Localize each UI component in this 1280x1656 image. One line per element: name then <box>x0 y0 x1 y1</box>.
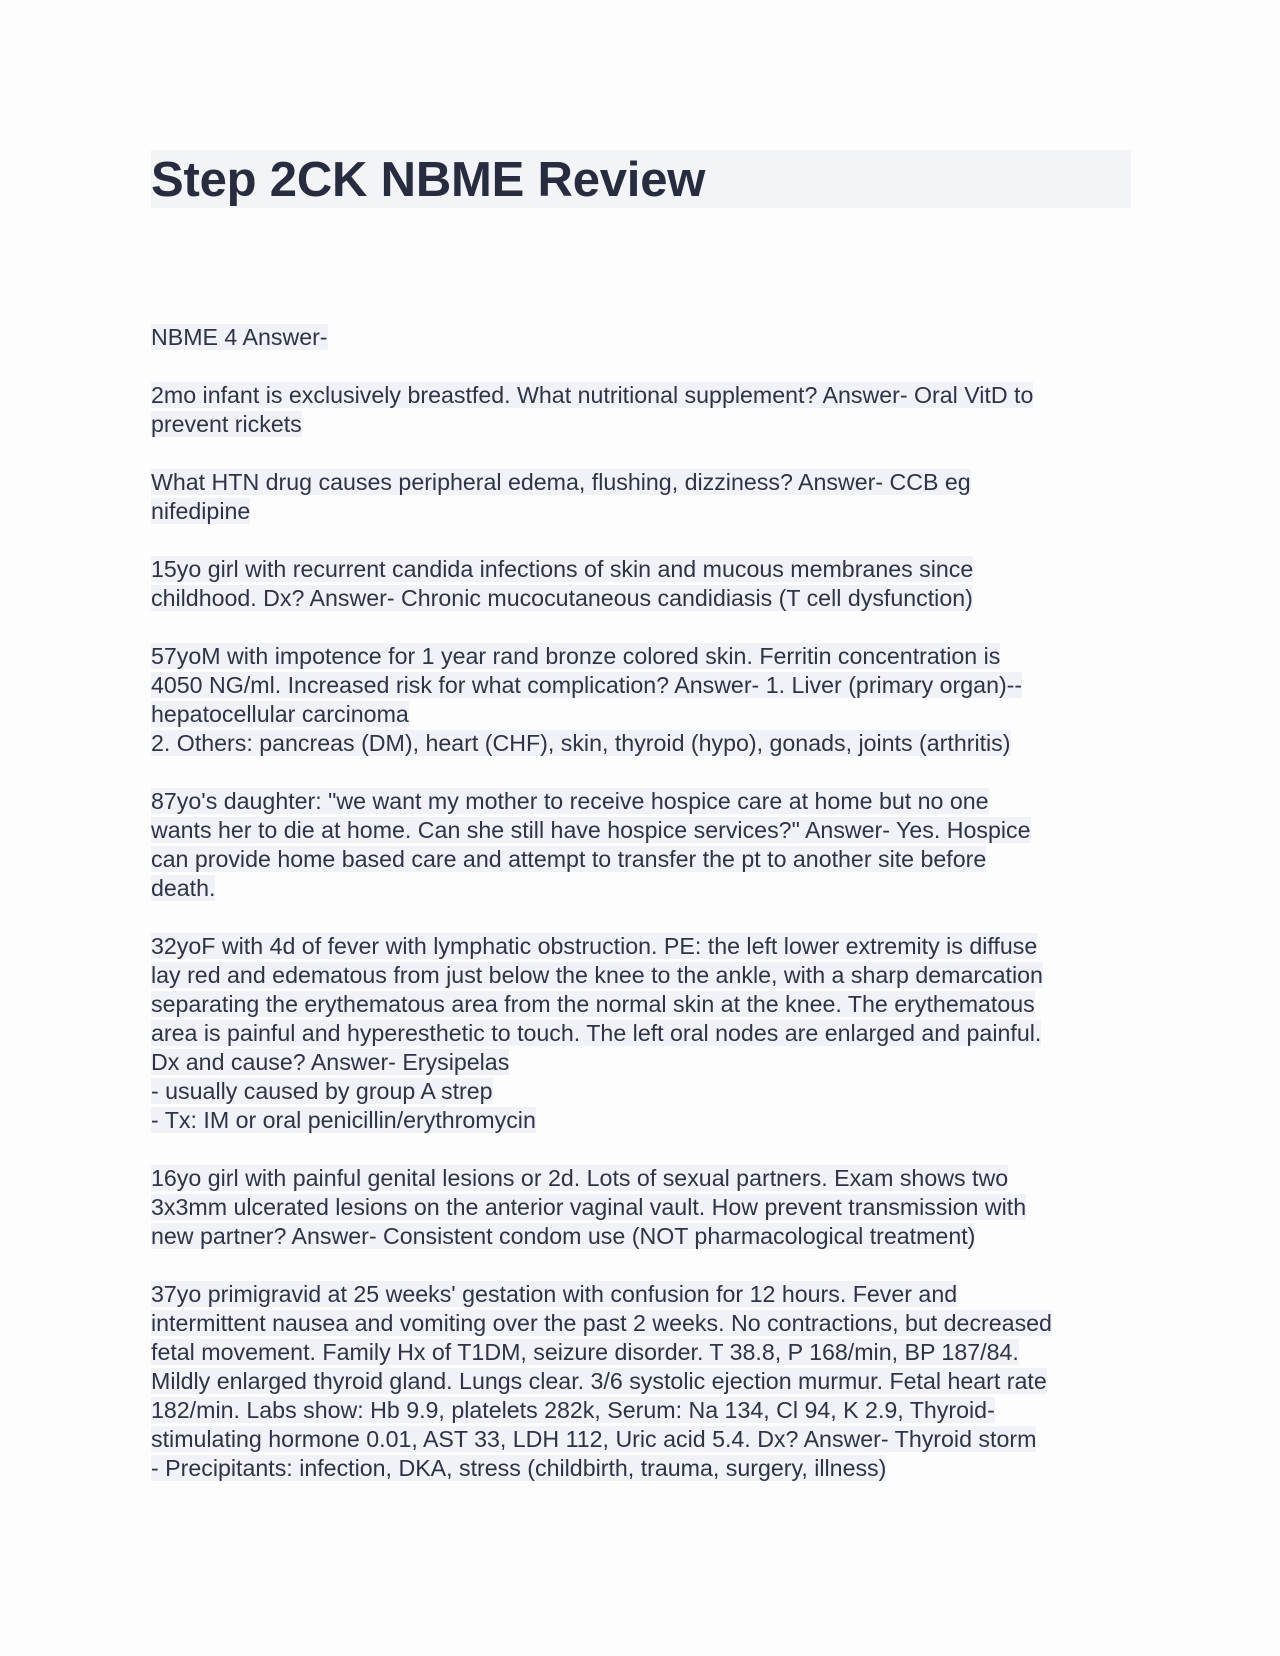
paragraph-4-text: 15yo girl with recurrent candida infections of skin and mucous membranes since childhood. Dx? Answer- Chronic mucocutaneous candidiasis (T cell dysfunction) <box>151 556 974 611</box>
paragraph-3-text: What HTN drug causes peripheral edema, flushing, dizziness? Answer- CCB eg nifedipine <box>151 469 971 524</box>
paragraph-8 <box>151 1164 1131 1251</box>
paragraph-9 <box>151 1280 1131 1483</box>
paragraph-5 <box>151 642 1131 758</box>
paragraph-2-text: 2mo infant is exclusively breastfed. What nutritional supplement? Answer- Oral VitD to prevent rickets <box>151 382 1034 437</box>
paragraph-2 <box>151 381 1131 439</box>
paragraph-9-text: 37yo primigravid at 25 weeks' gestation with confusion for 12 hours. Fever and intermittent nausea and vomiting over the past 2 weeks. No contractions, but decreased fetal movement. Family Hx of T1DM, seizure disorder. T 38.8, P 168/min, BP 187/84. Mildly enlarged thyroid gland. Lungs clear. 3/6 systolic ejection murmur. Fetal heart rate 182/min. Labs show: Hb 9.9, platelets 282k, Serum: Na 134, Cl 94, K 2.9, Thyroid- stimulating hormone 0.01, AST 33, LDH 112, Uric acid 5.4. Dx? Answer- Thyroid storm - Precipitants: infection, DKA, stress (childbirth, trauma, surgery, illness) <box>151 1281 1052 1481</box>
paragraph-6 <box>151 787 1131 903</box>
page-title: Step 2CK NBME Review <box>151 153 706 207</box>
paragraph-3 <box>151 468 1131 526</box>
paragraph-4 <box>151 555 1131 613</box>
paragraph-1-text: NBME 4 Answer- <box>151 324 328 350</box>
paragraph-1 <box>151 323 1131 352</box>
paragraph-6-text: 87yo's daughter: "we want my mother to receive hospice care at home but no one wants her to die at home. Can she still have hospice services?" Answer- Yes. Hospice can provide home based care and attempt to transfer the pt to another site before death. <box>151 788 1031 901</box>
document-body <box>151 323 1131 1512</box>
paragraph-7 <box>151 932 1131 1135</box>
paragraph-7-text: 32yoF with 4d of fever with lymphatic obstruction. PE: the left lower extremity is diffuse lay red and edematous from just below the knee to the ankle, with a sharp demarcation separating the erythematous area from the normal skin at the knee. The erythematous area is painful and hyperesthetic to touch. The left oral nodes are enlarged and painful. Dx and cause? Answer- Erysipelas - usually caused by group A strep - Tx: IM or oral penicillin/erythromycin <box>151 933 1043 1133</box>
paragraph-5-text: 57yoM with impotence for 1 year rand bronze colored skin. Ferritin concentration is 4050 NG/ml. Increased risk for what complication? Answer- 1. Liver (primary organ)-- hepatocellular carcinoma 2. Others: pancreas (DM), heart (CHF), skin, thyroid (hypo), gonads, joints (arthritis) <box>151 643 1023 756</box>
paragraph-8-text: 16yo girl with painful genital lesions or 2d. Lots of sexual partners. Exam shows two 3x3mm ulcerated lesions on the anterior vaginal vault. How prevent transmission with new partner? Answer- Consistent condom use (NOT pharmacological treatment) <box>151 1165 1027 1249</box>
